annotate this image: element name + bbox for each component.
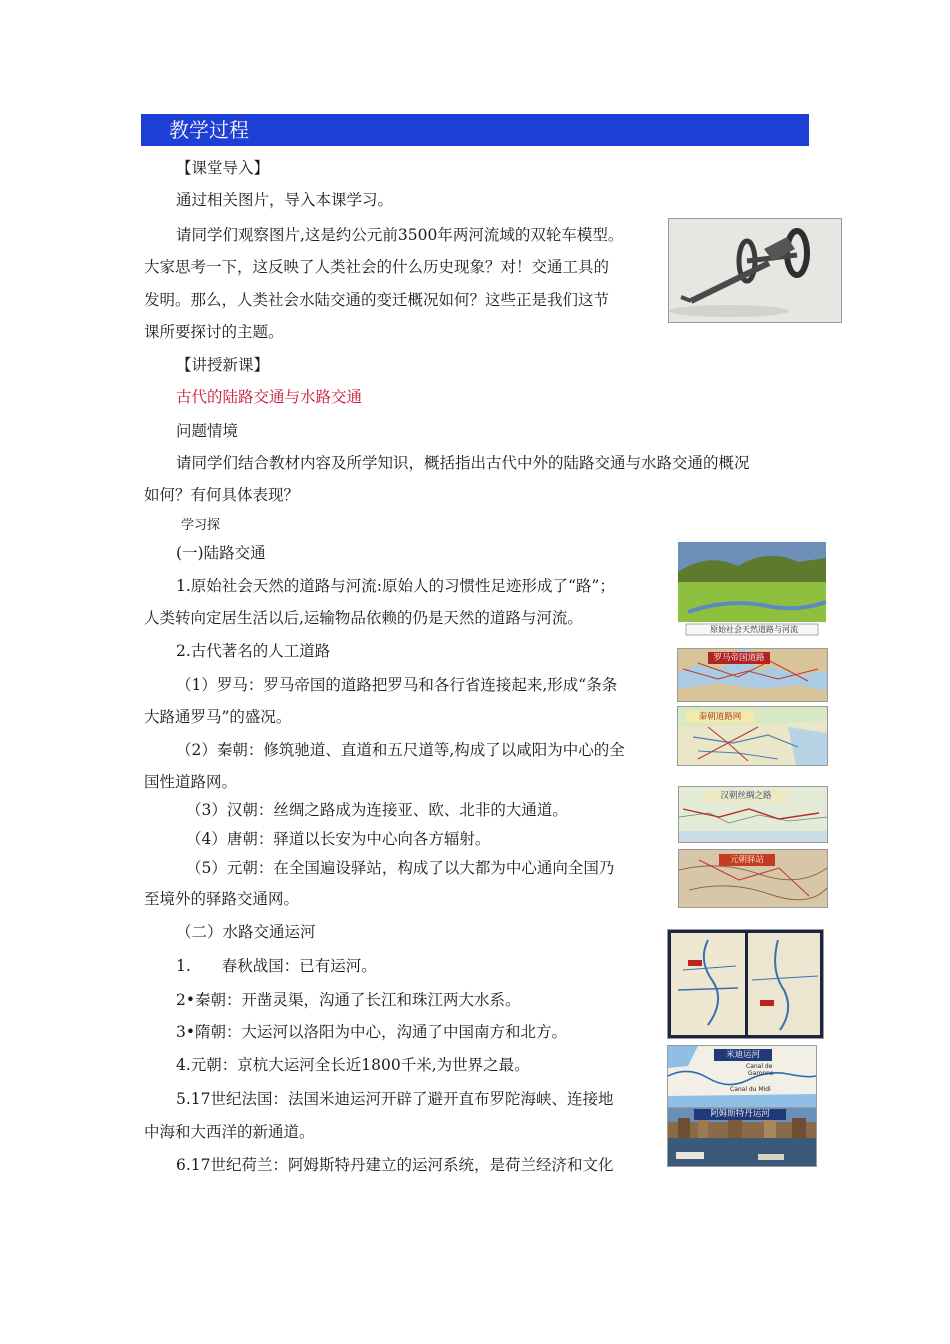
han-caption: 汉朝丝绸之路 <box>720 791 772 801</box>
yuan-line-1: （5）元朝：在全国遍设驿站，构成了以大都为中心通向全国乃 <box>186 859 615 877</box>
water-item-1: 1. 春秋战国：已有运河。 <box>176 957 377 975</box>
intro-line-4: 课所要探讨的主题。 <box>144 323 284 341</box>
chariot-model-image <box>668 218 842 323</box>
qin-line-1: （2）秦朝：修筑驰道、直道和五尺道等,构成了以咸阳为中心的全 <box>176 741 625 759</box>
water-item-5-line-1: 5.17世纪法国：法国米迪运河开辟了避开直布罗陀海峡、连接地 <box>176 1090 614 1108</box>
intro-line-3: 发明。那么，人类社会水陆交通的变迁概况如何？这些正是我们这节 <box>144 291 610 309</box>
rome-roads-map <box>677 648 828 702</box>
intro-line-2: 大家思考一下，这反映了人类社会的什么历史现象？对！交通工具的 <box>144 258 610 276</box>
question-line-2: 如何？有何具体表现？ <box>144 486 300 504</box>
midi-map-label-3: Canal du Midi <box>730 1086 771 1093</box>
han-silk-road-map <box>678 786 828 843</box>
water-item-5-line-2: 中海和大西洋的新通道。 <box>144 1123 315 1141</box>
qin-roads-map <box>677 706 828 766</box>
qin-line-2: 国性道路网。 <box>144 773 238 791</box>
rome-line-2: 大路通罗马”的盛况。 <box>144 708 292 726</box>
yuan-line-2: 至境外的驿路交通网。 <box>144 890 300 908</box>
water-heading: （二）水路交通运河 <box>176 923 316 941</box>
midi-map-label-2: Garonne <box>748 1070 774 1077</box>
tang-line: （4）唐朝：驿道以长安为中心向各方辐射。 <box>186 830 491 848</box>
yuan-post-station-map <box>678 849 828 908</box>
yuan-caption: 元朝驿站 <box>729 855 764 865</box>
intro-paragraph-1: 通过相关图片，导入本课学习。 <box>176 191 394 209</box>
han-line: （3）汉朝：丝绸之路成为连接亚、欧、北非的大通道。 <box>186 801 568 819</box>
midi-map-label-1: Canal de <box>746 1063 773 1070</box>
water-item-6: 6.17世纪荷兰：阿姆斯特丹建立的运河系统，是荷兰经济和文化 <box>176 1156 614 1174</box>
land-item-1-line-1: 1.原始社会天然的道路与河流:原始人的习惯性足迹形成了“路”； <box>176 577 615 595</box>
problem-situation-label: 问题情境 <box>176 422 239 440</box>
intro-heading: 【课堂导入】 <box>176 159 270 177</box>
section-header-bar <box>141 114 809 146</box>
canal-du-midi-map <box>667 1045 817 1109</box>
question-line-1: 请同学们结合教材内容及所学知识，概括指出古代中外的陆路交通与水路交通的概况 <box>176 454 750 472</box>
nature-caption: 原始社会天然道路与河流 <box>710 625 798 634</box>
intro-line-1: 请同学们观察图片,这是约公元前3500年两河流域的双轮车模型。 <box>176 226 624 244</box>
water-item-3: 3•隋朝：大运河以洛阳为中心，沟通了中国南方和北方。 <box>176 1023 568 1041</box>
grand-canal-maps <box>667 929 824 1039</box>
midi-caption: 米迪运河 <box>725 1050 760 1060</box>
qin-caption: 秦朝道路网 <box>698 712 742 722</box>
lecture-heading: 【讲授新课】 <box>176 356 270 374</box>
section-header-title: 教学过程 <box>169 118 249 142</box>
land-item-1-line-2: 人类转向定居生活以后,运输物品依赖的仍是天然的道路与河流。 <box>144 609 583 627</box>
lecture-subtitle: 古代的陆路交通与水路交通 <box>176 388 363 406</box>
rome-caption: 罗马帝国道路 <box>713 653 765 663</box>
land-heading: (一)陆路交通 <box>176 544 266 562</box>
water-item-2: 2•秦朝：开凿灵渠，沟通了长江和珠江两大水系。 <box>176 991 521 1009</box>
amsterdam-canal-photo <box>667 1107 817 1167</box>
amsterdam-caption: 阿姆斯特丹运河 <box>710 1109 770 1119</box>
land-item-2: 2.古代著名的人工道路 <box>176 642 331 660</box>
water-item-4: 4.元朝：京杭大运河全长近1800千米,为世界之最。 <box>176 1056 530 1074</box>
nature-road-river-image <box>678 542 826 636</box>
cut-off-label: 学习探 <box>181 518 221 533</box>
rome-line-1: （1）罗马：罗马帝国的道路把罗马和各行省连接起来,形成“条条 <box>176 676 618 694</box>
